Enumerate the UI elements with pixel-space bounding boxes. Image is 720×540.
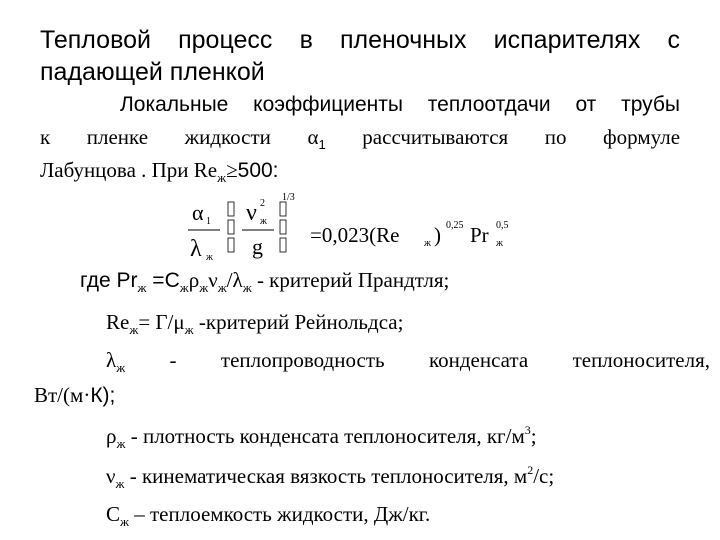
def-rho: $\rho_ж$ - плотность конденсата теплоносителя, $кг/м^3$;: [106, 423, 537, 451]
formula-lambda-sub: ж: [206, 252, 213, 263]
formula-exp2: 0,5: [496, 220, 509, 231]
title-line-1: Тепловой процесс в пленочных испарителях с: [40, 26, 680, 54]
formula-svg: [170, 190, 570, 270]
formula-alpha: α: [192, 200, 204, 225]
intro-line-3: Лабунцова . При $Re_ж\ge 500$:: [40, 158, 279, 185]
labuntsov-formula: [170, 190, 570, 270]
formula-re-sub: ж: [424, 238, 431, 249]
bracket-box: [280, 220, 286, 234]
intro-paragraph: [40, 88, 680, 187]
intro-text: к пленке жидкости: [40, 125, 271, 149]
def-nu: $\nu_ж$ - кинематическая вязкость теплоносителя, $м^2/с$;: [106, 463, 555, 491]
formula-exponent: 1/3: [282, 192, 295, 203]
formula-close-paren: ): [434, 223, 441, 247]
formula-g: g: [252, 234, 263, 259]
title-line-2: падающей пленкой: [40, 58, 265, 86]
bracket-box: [228, 202, 234, 216]
formula-alpha-sub: 1: [206, 216, 211, 227]
slide-title: [40, 24, 680, 88]
formula-lambda: λ: [190, 236, 202, 262]
bracket-box: [228, 220, 234, 234]
def-lambda: $\lambda_ж$ - теплопроводность конденсата теплоносителя,: [106, 348, 710, 375]
alpha-symbol: $\alpha_1$: [307, 125, 326, 152]
def-prandtl: где $Pr_ж =С_ж\rho_ж\nu_ж/\lambda_ж$ - критерий Прандтля;: [80, 268, 450, 295]
formula-nu-sub: ж: [260, 216, 267, 227]
def-reynolds: $Re_ж= Г/\mu_ж$ -критерий Рейнольдса;: [106, 310, 404, 337]
intro-line-1: Локальные коэффициенты теплоотдачи от трубы: [120, 93, 680, 116]
formula-exp1: 0,25: [446, 220, 464, 231]
formula-rhs: =0,023(Re: [310, 223, 400, 247]
bracket-box: [280, 202, 286, 216]
formula-nu-sup: 2: [260, 198, 265, 209]
formula-pr-sub: ж: [496, 238, 503, 249]
def-lambda-unit: Вт/(м·К);: [34, 383, 116, 407]
bracket-box: [228, 238, 234, 252]
intro-text-rest: рассчитываются по формуле: [362, 125, 681, 149]
intro-line-2: [40, 121, 680, 154]
def-heat-capacity: $С_ж$ – теплоемкость жидкости, Дж/кг.: [106, 502, 431, 529]
formula-pr: Pr: [470, 223, 489, 247]
formula-nu: ν: [246, 200, 257, 226]
bracket-box: [280, 238, 286, 252]
